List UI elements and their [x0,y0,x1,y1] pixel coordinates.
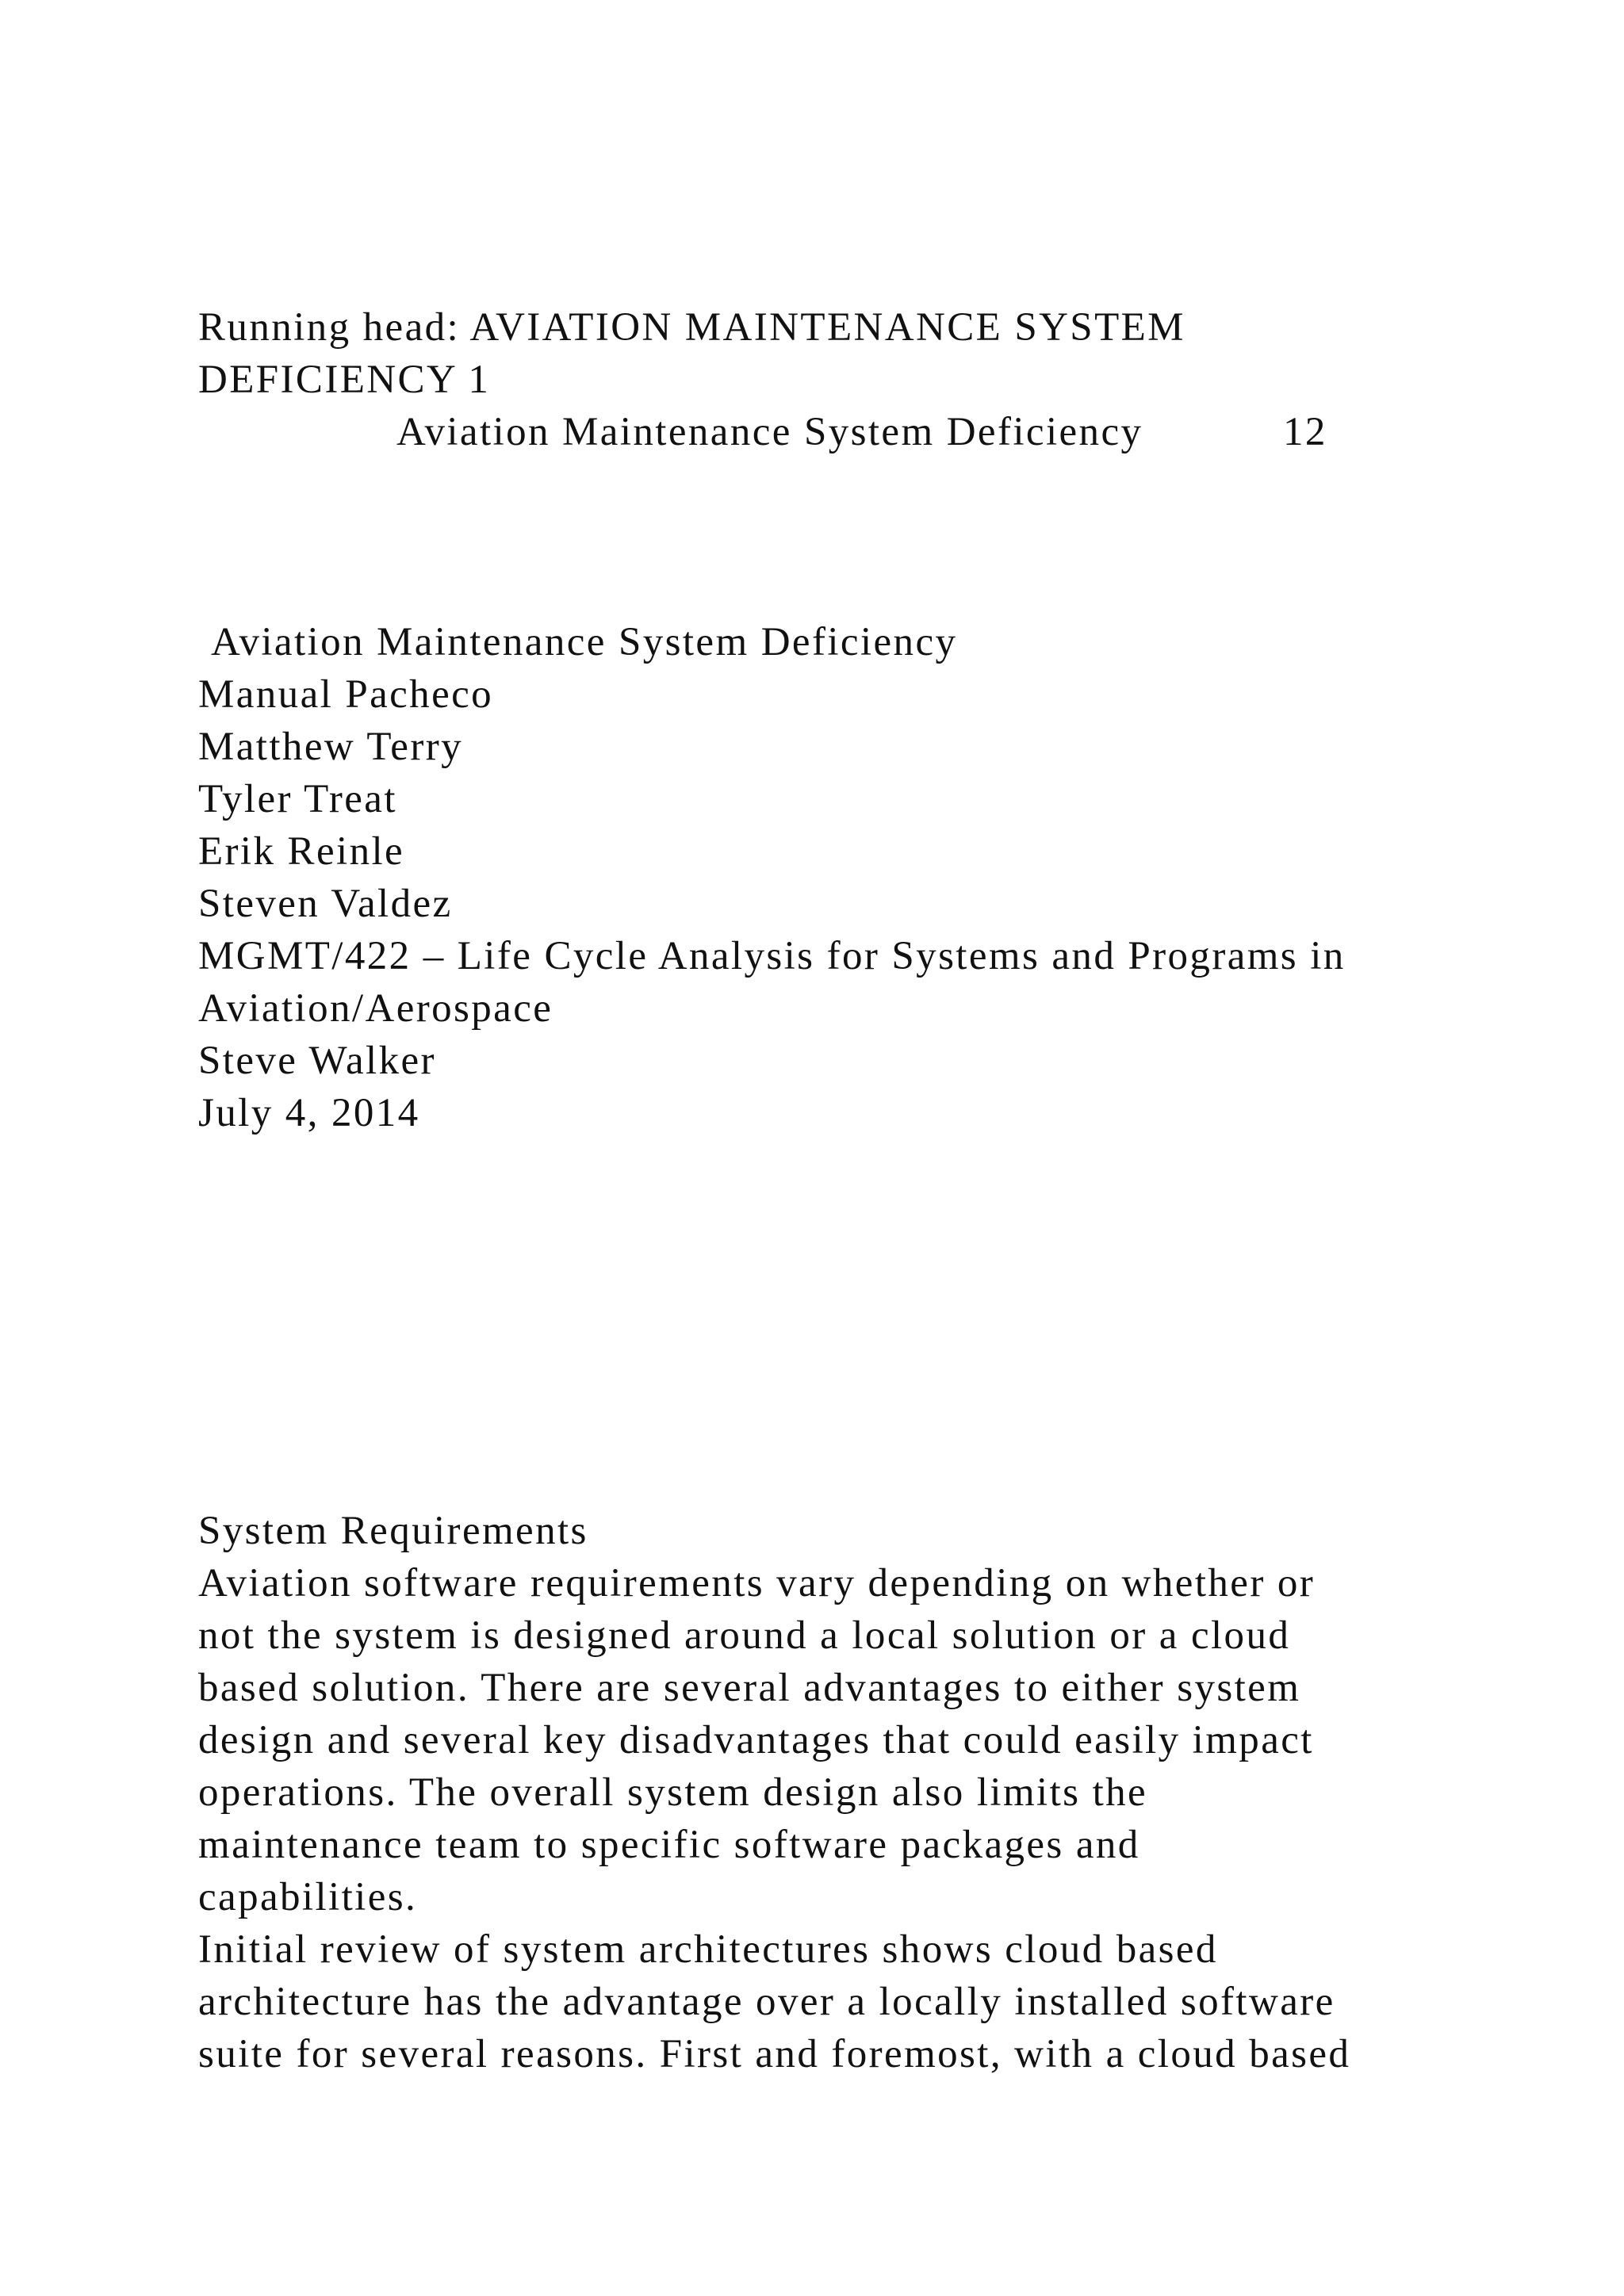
author-name: Tyler Treat [198,777,397,821]
paragraph-line: operations. The overall system design also limits the [198,1770,1148,1815]
running-head-line-2: DEFICIENCY 1 [198,358,491,402]
running-head-line-1: Running head: AVIATION MAINTENANCE SYSTEM [198,305,1185,350]
page-header-title: Aviation Maintenance System Deficiency [396,410,1143,454]
page-number: 12 [1283,410,1327,454]
instructor-name: Steve Walker [198,1039,436,1083]
paragraph-line: maintenance team to specific software packages and [198,1823,1140,1867]
author-name: Matthew Terry [198,725,464,769]
document-date: July 4, 2014 [198,1091,420,1135]
course-title-line-1: MGMT/422 – Life Cycle Analysis for Systems and Programs in [198,934,1346,978]
author-name: Steven Valdez [198,882,453,926]
paragraph-line: based solution. There are several advantages to either system [198,1666,1301,1710]
paragraph-line: architecture has the advantage over a locally installed software [198,1980,1335,2024]
paragraph-line: capabilities. [198,1875,418,1919]
paragraph-line: Aviation software requirements vary depending on whether or [198,1561,1316,1605]
paragraph-line: Initial review of system architectures shows cloud based [198,1927,1218,1972]
paragraph-line: suite for several reasons. First and foremost, with a cloud based [198,2032,1351,2076]
paragraph-line: design and several key disadvantages that could easily impact [198,1718,1314,1762]
document-title: Aviation Maintenance System Deficiency [211,620,958,664]
author-name: Erik Reinle [198,829,405,874]
paragraph-line: not the system is designed around a local solution or a cloud [198,1613,1291,1658]
course-title-line-2: Aviation/Aerospace [198,986,553,1031]
section-heading: System Requirements [198,1509,588,1553]
author-name: Manual Pacheco [198,672,494,717]
